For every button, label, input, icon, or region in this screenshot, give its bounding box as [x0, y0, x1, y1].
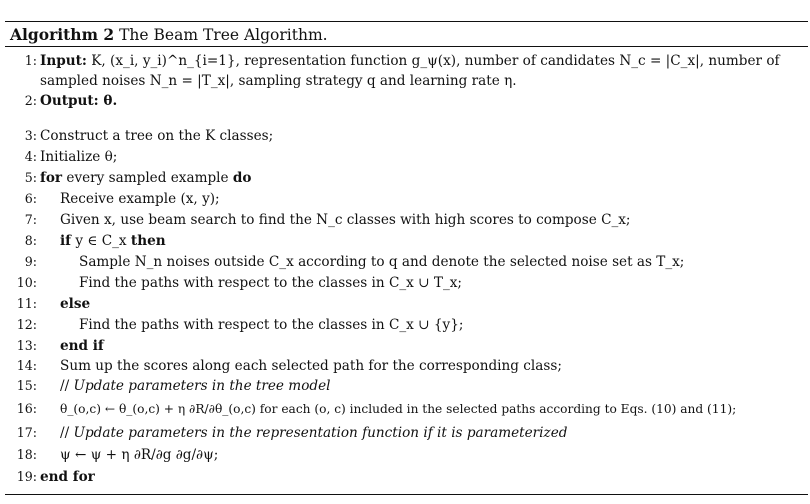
- line-number: 2:: [24, 93, 37, 108]
- line-keyword: end if: [60, 338, 104, 354]
- line-text: ψ ← ψ + η ∂R/∂g ∂g/∂ψ;: [60, 447, 219, 463]
- line-keyword: end for: [40, 469, 95, 485]
- caption-rule: [5, 46, 808, 47]
- line-text: Initialize θ;: [40, 149, 118, 165]
- line-number: 15:: [16, 378, 37, 393]
- line-number: 4:: [24, 149, 37, 164]
- algorithm-title: The Beam Tree Algorithm.: [119, 26, 328, 44]
- line-text: sampled noises N_n = |T_x|, sampling strategy q and learning rate η.: [40, 73, 517, 89]
- line-number: 17:: [16, 425, 37, 440]
- line-comment: Update parameters in the representation function if it is parameterized: [73, 425, 568, 441]
- line-keyword: if: [60, 233, 72, 249]
- line-keyword: else: [60, 296, 91, 312]
- line-number: 8:: [24, 233, 37, 248]
- line-number: 3:: [24, 128, 37, 143]
- line-number: 6:: [24, 191, 37, 206]
- line-keyword-2: do: [232, 170, 252, 186]
- line-text: θ_(o,c) ← θ_(o,c) + η ∂R/∂θ_(o,c) for each (o, c) included in the selected paths according to Eqs. (10) and (11);: [60, 402, 737, 416]
- algorithm-label: Algorithm 2: [10, 25, 115, 44]
- line-text: Find the paths with respect to the classes in C_x ∪ {y};: [79, 317, 464, 333]
- line-text: θ.: [98, 93, 118, 109]
- line-keyword: Output:: [40, 93, 99, 109]
- line-text: Given x, use beam search to find the N_c classes with high scores to compose C_x;: [60, 212, 631, 228]
- line-comment: Update parameters in the tree model: [73, 378, 331, 394]
- line-number: 9:: [24, 254, 37, 269]
- algorithm-caption: [10, 25, 328, 44]
- line-number: 14:: [16, 358, 37, 373]
- line-text: Sample N_n noises outside C_x according to q and denote the selected noise set as T_x;: [79, 254, 685, 270]
- line-text: y ∈ C_x: [71, 233, 131, 249]
- line-number: 12:: [16, 317, 37, 332]
- line-text: every sampled example: [62, 170, 233, 186]
- line-number: 13:: [16, 338, 37, 353]
- bottom-rule: [5, 494, 808, 495]
- line-number: 7:: [24, 212, 37, 227]
- line-text: K, (x_i, y_i)^n_{i=1}, representation function g_ψ(x), number of candidates N_c = |C_x|, number of: [86, 53, 780, 69]
- line-text: Construct a tree on the K classes;: [40, 128, 274, 144]
- line-number: 11:: [16, 296, 37, 311]
- line-number: 18:: [16, 447, 37, 462]
- line-keyword: for: [40, 170, 63, 186]
- line-number: 10:: [16, 275, 37, 290]
- line-number: 5:: [24, 170, 37, 185]
- line-number: 16:: [16, 401, 37, 416]
- line-number: 19:: [16, 469, 37, 484]
- line-text: Find the paths with respect to the classes in C_x ∪ T_x;: [79, 275, 462, 291]
- top-rule: [5, 21, 808, 22]
- line-keyword: Input:: [40, 53, 87, 69]
- line-text: Receive example (x, y);: [60, 191, 220, 207]
- line-keyword-2: then: [130, 233, 166, 249]
- line-text: Sum up the scores along each selected path for the corresponding class;: [60, 358, 562, 374]
- line-number: 1:: [24, 53, 37, 68]
